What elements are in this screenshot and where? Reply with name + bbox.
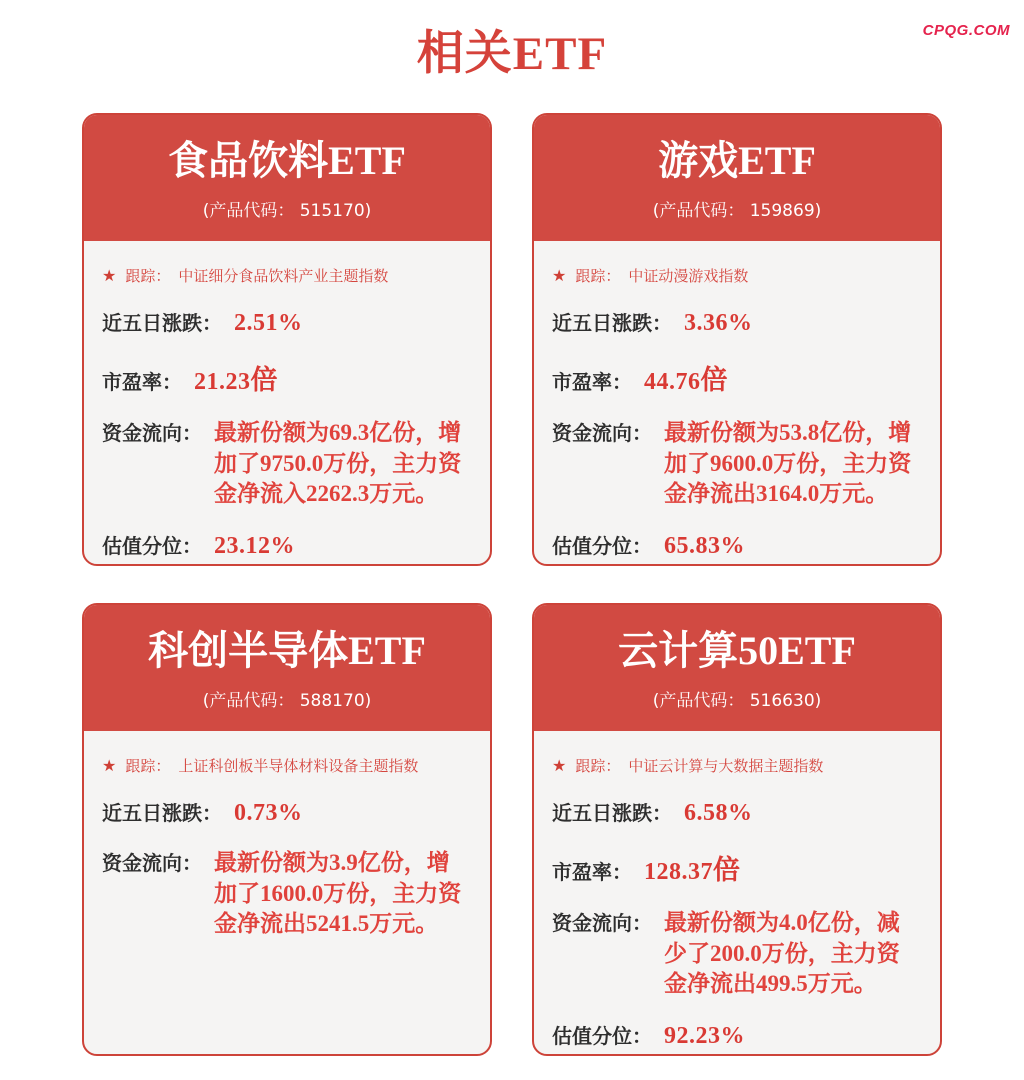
pe-row [552, 358, 922, 397]
valuation-row [102, 532, 472, 560]
etf-name: 游戏ETF [658, 138, 816, 183]
card-header [534, 115, 940, 241]
etf-card-semiconductor [82, 603, 492, 1056]
etf-name: 科创半导体ETF [148, 628, 426, 673]
pe-row [552, 848, 922, 887]
pe-label: 市盈率： [552, 860, 632, 884]
valuation-value: 23.12% [214, 532, 295, 559]
etf-name: 食品饮料ETF [168, 138, 406, 183]
star-icon: ★ [102, 265, 117, 285]
valuation-row [552, 1022, 922, 1050]
card-header [534, 605, 940, 731]
etf-card-grid [82, 113, 942, 1056]
fund-flow-row [552, 418, 922, 510]
tracking-index: 上证科创板半导体材料设备主题指数 [178, 757, 419, 775]
pe-unit: 倍 [713, 855, 741, 886]
star-icon: ★ [552, 755, 567, 775]
five-day-row [552, 309, 922, 337]
fund-flow-row [102, 418, 472, 510]
etf-product-code: (产品代码： 515170) [202, 201, 372, 221]
card-body [534, 241, 940, 560]
five-day-label: 近五日涨跌： [102, 311, 222, 335]
five-day-label: 近五日涨跌： [552, 311, 672, 335]
card-header [84, 115, 490, 241]
pe-value: 44.76倍 [644, 365, 728, 396]
valuation-label: 估值分位： [552, 533, 652, 558]
tracking-index: 中证云计算与大数据主题指数 [628, 757, 824, 775]
site-watermark: CPQG.COM [922, 22, 1010, 39]
valuation-row [552, 532, 922, 560]
etf-name: 云计算50ETF [618, 628, 856, 673]
five-day-row [102, 309, 472, 337]
pe-value: 21.23倍 [194, 365, 278, 396]
pe-label: 市盈率： [552, 370, 632, 394]
etf-product-code: (产品代码： 588170) [202, 691, 372, 711]
fund-flow-label: 资金流向： [102, 421, 202, 445]
pe-value: 128.37倍 [644, 855, 741, 886]
etf-product-code: (产品代码： 516630) [652, 691, 822, 711]
tracking-row [102, 265, 472, 286]
tracking-label: 跟踪： [125, 267, 171, 285]
tracking-row [102, 755, 472, 776]
five-day-row [102, 799, 472, 827]
star-icon: ★ [552, 265, 567, 285]
pe-label: 市盈率： [102, 370, 182, 394]
five-day-change-value: 2.51% [234, 310, 303, 336]
fund-flow-value: 最新份额为69.3亿份，增加了9750.0万份，主力资金净流入2262.3万元。 [214, 420, 462, 507]
fund-flow-label: 资金流向： [552, 911, 652, 935]
valuation-label: 估值分位： [102, 533, 202, 558]
card-header [84, 605, 490, 731]
etf-card-food-beverage [82, 113, 492, 566]
five-day-change-value: 6.58% [684, 800, 753, 826]
valuation-value: 65.83% [664, 532, 745, 559]
five-day-change-value: 3.36% [684, 310, 753, 336]
etf-card-cloud-computing [532, 603, 942, 1056]
fund-flow-value: 最新份额为53.8亿份，增加了9600.0万份，主力资金净流出3164.0万元。 [664, 420, 912, 507]
valuation-value: 92.23% [664, 1022, 745, 1049]
fund-flow-value: 最新份额为4.0亿份，减少了200.0万份，主力资金净流出499.5万元。 [664, 910, 900, 997]
tracking-index: 中证动漫游戏指数 [628, 267, 749, 285]
star-icon: ★ [102, 755, 117, 775]
five-day-label: 近五日涨跌： [102, 801, 222, 825]
pe-unit: 倍 [250, 365, 278, 396]
fund-flow-row [552, 908, 922, 1000]
tracking-index: 中证细分食品饮料产业主题指数 [178, 267, 389, 285]
fund-flow-label: 资金流向： [552, 421, 652, 445]
etf-card-game [532, 113, 942, 566]
etf-product-code: (产品代码： 159869) [652, 201, 822, 221]
fund-flow-value: 最新份额为3.9亿份，增加了1600.0万份，主力资金净流出5241.5万元。 [214, 850, 462, 937]
tracking-label: 跟踪： [575, 757, 621, 775]
valuation-label: 估值分位： [552, 1023, 652, 1048]
card-body [84, 241, 490, 560]
five-day-row [552, 799, 922, 827]
pe-row [102, 358, 472, 397]
fund-flow-label: 资金流向： [102, 851, 202, 875]
card-body [84, 731, 490, 940]
tracking-row [552, 265, 922, 286]
tracking-row [552, 755, 922, 776]
five-day-label: 近五日涨跌： [552, 801, 672, 825]
five-day-change-value: 0.73% [234, 800, 303, 826]
pe-unit: 倍 [700, 365, 728, 396]
fund-flow-row [102, 848, 472, 940]
tracking-label: 跟踪： [575, 267, 621, 285]
tracking-label: 跟踪： [125, 757, 171, 775]
card-body [534, 731, 940, 1050]
page-title: 相关ETF [416, 28, 608, 80]
